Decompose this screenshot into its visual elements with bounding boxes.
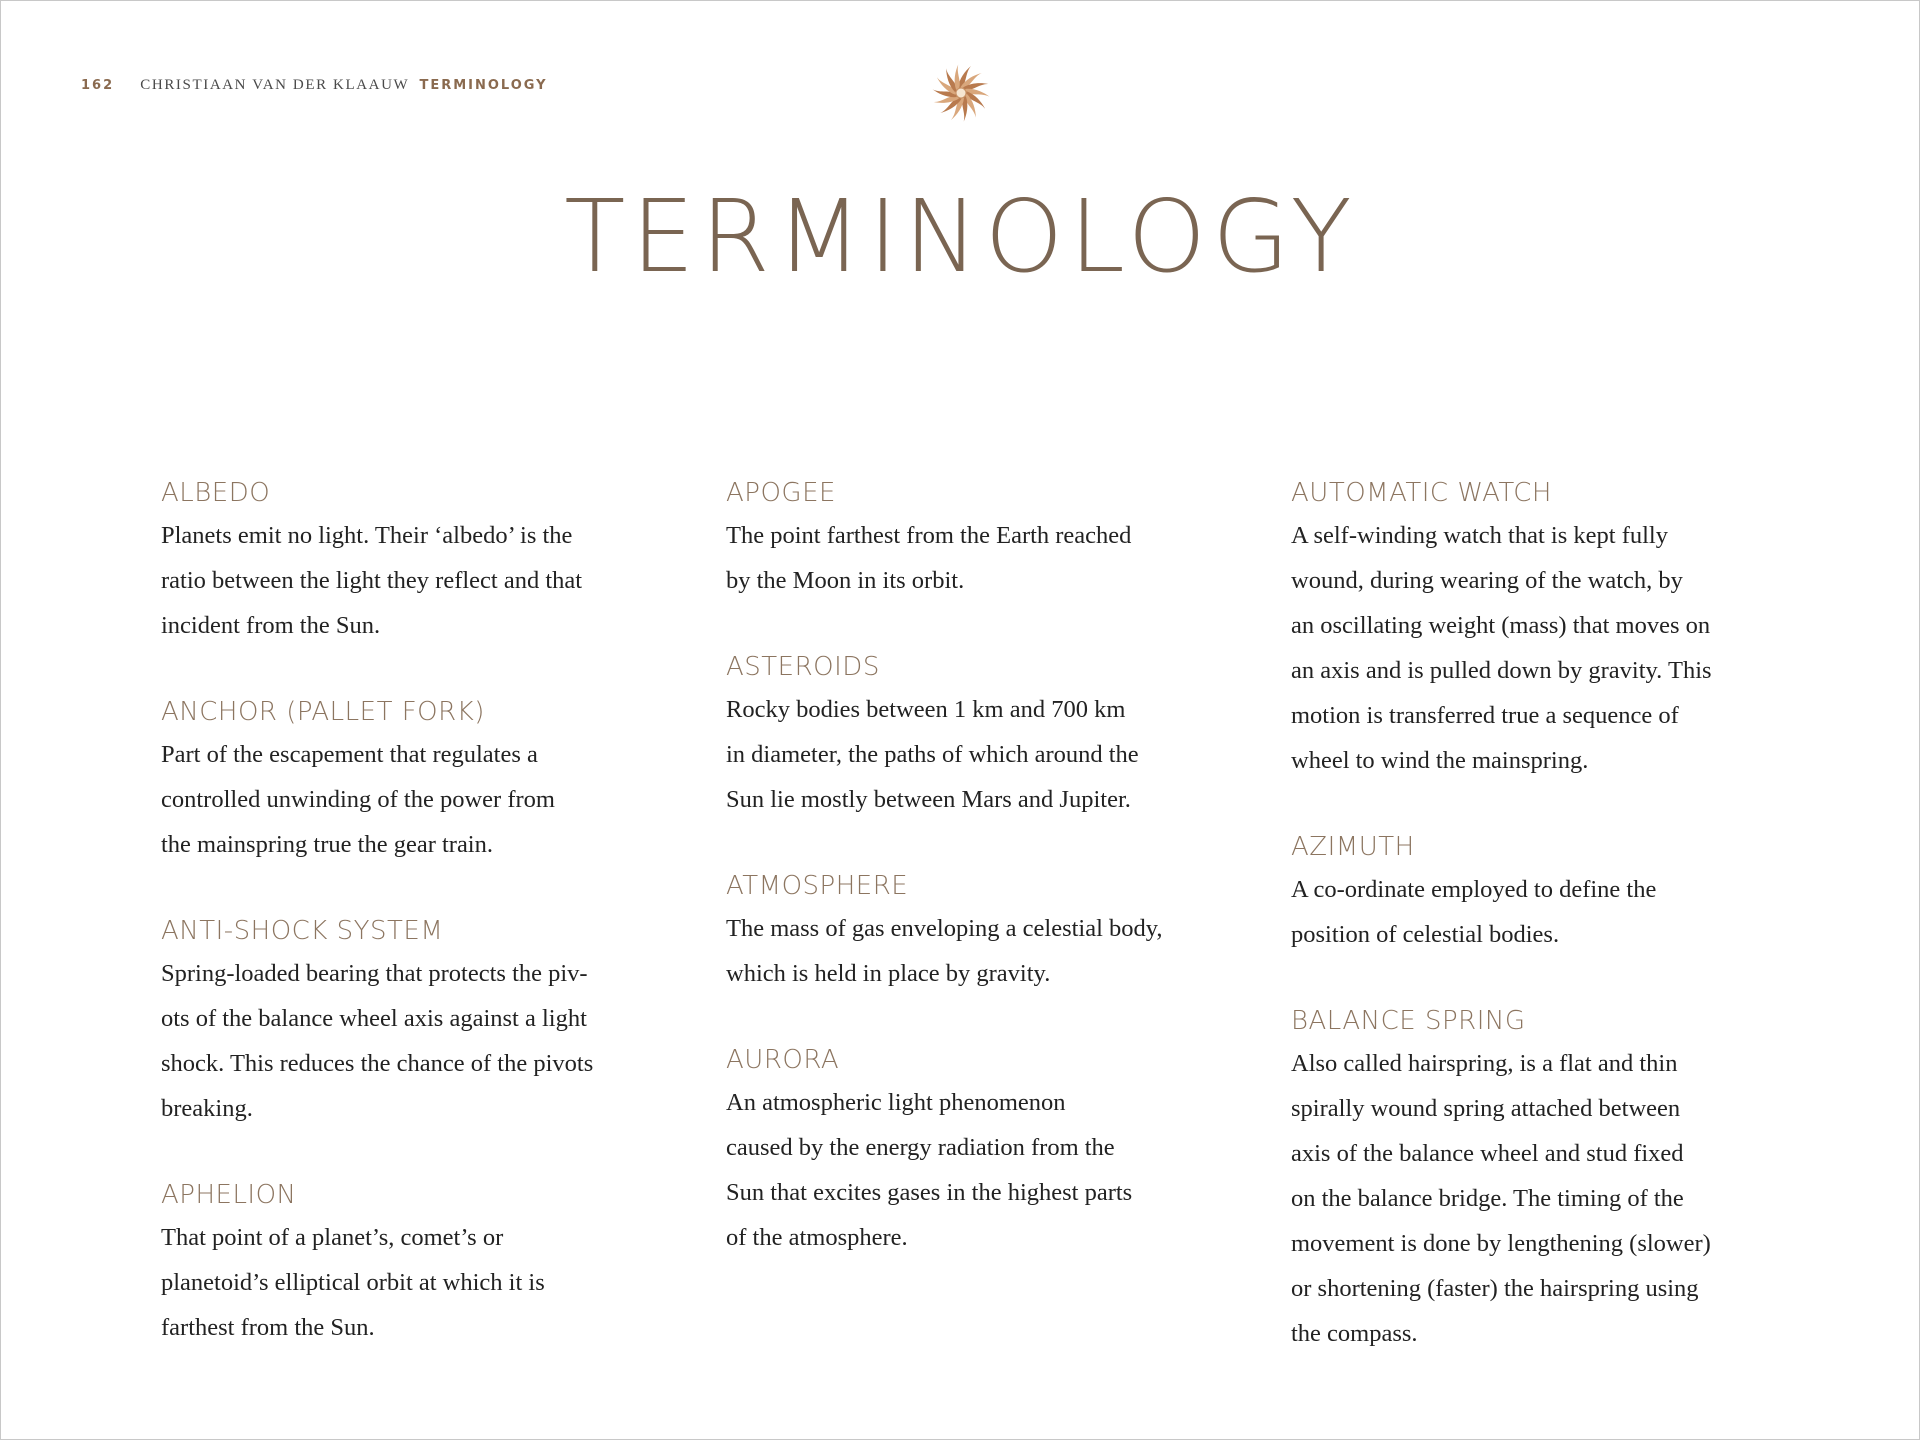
- glossary-term: ANCHOR (PALLET FORK): [161, 697, 485, 727]
- glossary-entry: [1291, 473, 1771, 783]
- glossary-term: APHELION: [161, 1180, 297, 1210]
- glossary-definition: The point farthest from the Earth reached by the Moon in its orbit.: [726, 522, 1132, 594]
- glossary-entry: [726, 473, 1206, 603]
- glossary-column-2: [726, 473, 1206, 1304]
- glossary-term: AZIMUTH: [1291, 832, 1415, 862]
- glossary-definition: Also called hairspring, is a flat and thin spirally wound spring attached between axis of the balance wheel and stud fixed on the balance bridge. The timing of the movement is done by lengthening (slower) or shortening (faster) the hairspring using the compass.: [1291, 1050, 1711, 1347]
- running-head: [81, 77, 548, 94]
- glossary-entry: [161, 1175, 641, 1350]
- glossary-definition: The mass of gas enveloping a celestial body, which is held in place by gravity.: [726, 915, 1163, 987]
- section-name: TERMINOLOGY: [419, 78, 548, 93]
- glossary-entry: [726, 866, 1206, 996]
- page-number: 162: [81, 78, 115, 93]
- glossary-term: ATMOSPHERE: [726, 871, 909, 901]
- glossary-entry: [1291, 827, 1771, 957]
- glossary-entry: [161, 473, 641, 648]
- glossary-entry: [1291, 1001, 1771, 1356]
- glossary-definition: An atmospheric light phenomenon caused by the energy radiation from the Sun that excites gases in the highest parts of the atmosphere.: [726, 1089, 1133, 1251]
- glossary-term: ALBEDO: [161, 478, 271, 508]
- glossary-definition: A co-ordinate employed to define the position of celestial bodies.: [1291, 876, 1657, 948]
- glossary-definition: Planets emit no light. Their ‘albedo’ is the ratio between the light they reflect and that incident from the Sun.: [161, 522, 583, 639]
- glossary-term: AUTOMATIC WATCH: [1291, 478, 1552, 508]
- glossary-entry: [161, 911, 641, 1131]
- glossary-definition: That point of a planet’s, comet’s or planetoid’s elliptical orbit at which it is farthest from the Sun.: [161, 1224, 545, 1341]
- glossary-entry: [726, 1040, 1206, 1260]
- sun-logo-icon: [931, 63, 991, 123]
- glossary-entry: [161, 692, 641, 867]
- glossary-term: ANTI-SHOCK SYSTEM: [161, 916, 444, 946]
- glossary-definition: Part of the escapement that regulates a controlled unwinding of the power from the mainspring true the gear train.: [161, 741, 555, 858]
- author-name: CHRISTIAAN VAN DER KLAAUW: [140, 77, 410, 93]
- page-title: TERMINOLOGY: [564, 178, 1358, 295]
- glossary-term: BALANCE SPRING: [1291, 1006, 1526, 1036]
- glossary-definition: Spring-loaded bearing that protects the piv- ots of the balance wheel axis against a light shock. This reduces the chance of the pivots breaking.: [161, 960, 594, 1122]
- glossary-definition: A self-winding watch that is kept fully wound, during wearing of the watch, by an oscillating weight (mass) that moves on an axis and is pulled down by gravity. This motion is transferred true a sequence of wheel to wind the mainspring.: [1291, 522, 1712, 774]
- glossary-term: APOGEE: [726, 478, 836, 508]
- glossary-term: AURORA: [726, 1045, 840, 1075]
- glossary-entry: [726, 647, 1206, 822]
- glossary-definition: Rocky bodies between 1 km and 700 km in diameter, the paths of which around the Sun lie mostly between Mars and Jupiter.: [726, 696, 1139, 813]
- glossary-term: ASTEROIDS: [726, 652, 880, 682]
- glossary-column-3: [1291, 473, 1771, 1400]
- glossary-column-1: [161, 473, 641, 1394]
